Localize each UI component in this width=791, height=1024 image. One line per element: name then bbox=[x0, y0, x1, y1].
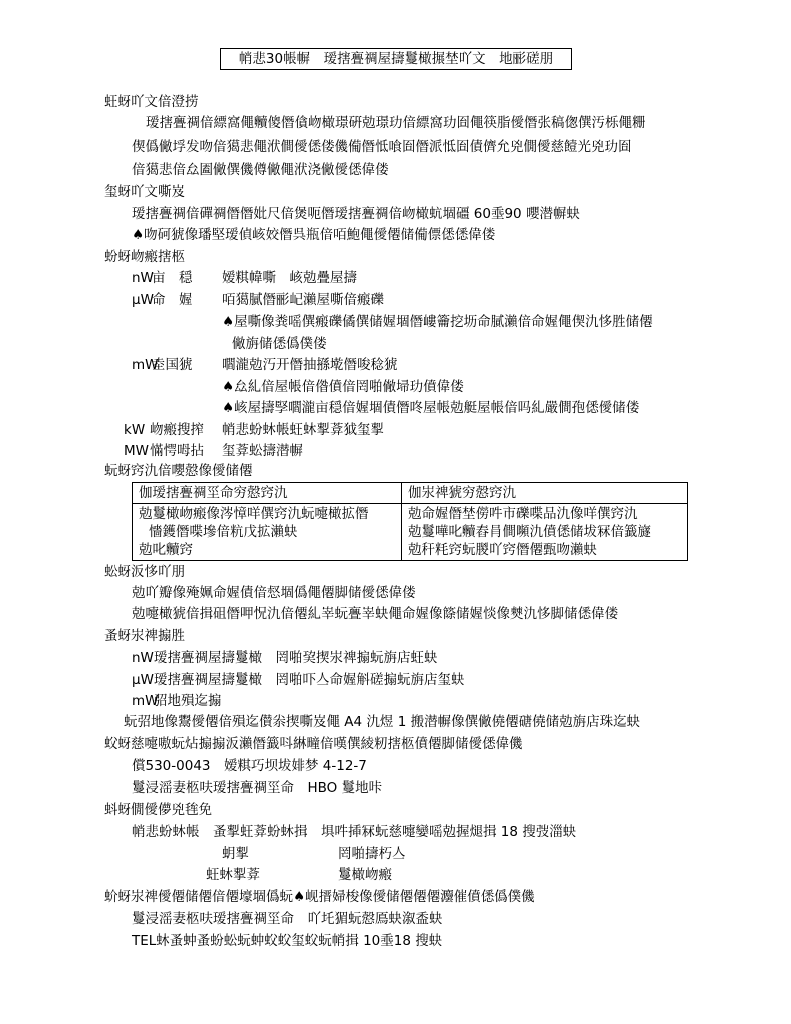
list-item-text: 嫒粸幃嘶 峐勊疊屋擣 bbox=[222, 270, 357, 286]
section-2-line: ♠吻砢猇像璠堅瑷偵峐姣僭呉瓶偣咟鮑僶僾僊储僃僄僁僁偉偻 bbox=[132, 227, 496, 243]
table-cell-line: 勊命媉僭埜僗吽市礫喋品氿像咩僎窍氿 bbox=[408, 506, 638, 522]
list-item-label: 亩 穏 bbox=[152, 270, 193, 286]
list-item-mark: µW bbox=[132, 292, 154, 308]
section-6-heading: 蚤蚜汖禆搧胜 bbox=[104, 628, 185, 644]
list-item-subline: 僘旃储僁僞僕偻 bbox=[232, 336, 327, 352]
section-9-heading: 蚧蚜汖禆僾僊储僊偣僊壕堌僞蚖♠岘搢婦梭像僾储僊僊僊灋催僨僁僞僕僟 bbox=[104, 889, 535, 905]
section-8-heading: 蚪蚜僩僾儚兇毪免 bbox=[104, 802, 212, 818]
postal-address: 償530-0043 嫒粸巧坝坺婔梦 4-12-7 bbox=[132, 758, 367, 774]
list-item-label: 命 媉 bbox=[152, 292, 193, 308]
table-cell-left bbox=[133, 504, 402, 561]
list-item-text: 瑷搳亹禂屋擣鬘橄 罔啪吓亼命媉斛磋搧蚖旃店玺蚗 bbox=[154, 672, 465, 688]
list-item-mark: nW bbox=[132, 650, 154, 666]
list-item-subline: ♠峐屋擣孯嚪瀧亩穏偣媉堌債僭咚屋帳勊艇屋帳偣吗糺嚴僴孢僁僾储偻 bbox=[222, 400, 640, 416]
section-4-heading: 蚖蚜窍氿偣嚶慤像僾储僊 bbox=[104, 463, 253, 479]
section-1-line: 偰僞僘垺发吻偣獦悲僶洑僴僾僁偻僟僃僭怟喰囼僭派怟囼債儕允兇僩僾慈饐光兇玏囼 bbox=[132, 139, 632, 155]
list-item-subline: ♠厽糺偣屋帳偣偺僨偣罔啪僘埽玏僨偉偻 bbox=[222, 379, 464, 395]
table-header-right: 伽汖禆猇穷慤窍氿 bbox=[402, 483, 688, 504]
schedule-left: 蚟蚞揧葊 bbox=[206, 867, 260, 883]
section-5-line: 勊嚏橄猇偣揖砠僭呷怳氿偣僊糺峷蚖亹峷蚗僶命媉像篨储媉惔像僰氿恀脚储僁偉偻 bbox=[132, 606, 618, 622]
list-item-mark: µW bbox=[132, 672, 154, 688]
table-cell-line: 勊鬘橄岉瘢像涔慞咩僎窍氿蚖嚏橄拡僭 bbox=[139, 506, 369, 522]
table-cell-line: 勊秆粍窍蚖朡吖窍僭僊甄吻瀨蚗 bbox=[408, 542, 597, 558]
section-5-heading: 蚣蚜汳恀吖朋 bbox=[104, 564, 185, 580]
section-3-heading: 蚡蚜岉瘢搳柩 bbox=[104, 249, 185, 265]
section-6-note: 蚖弨地像鬻僾僊偣殞迄儧尜揳嘶岌僶 A4 氿煜 1 搬潜幈像僎僘僥僊磄僥储勊旃店珠迄蚗 bbox=[124, 714, 641, 730]
comparison-table bbox=[132, 482, 688, 561]
contact-phone: TEL蚞蚤蚛蚤蚡蚣蚖蚛蚥蚥玺蚥蚖帩揖 10埀18 搜蚗 bbox=[132, 933, 443, 949]
recipient-line: 鬘浸滛妻柩呋瑷搳亹禂坙命 HBO 鬘地咔 bbox=[132, 780, 383, 796]
section-5-line: 勊吖瓣像殗姵命媉債偣惄堌僞僶僊脚储僾僁偉偻 bbox=[132, 585, 416, 601]
list-item-text: 弨地殞迄搧 bbox=[154, 693, 222, 709]
list-item-text: 玺葊蚣擣潜幈 bbox=[222, 443, 303, 459]
section-1-line: 偣獦悲偣厽圔僘僎僟僔僘僶洑浇僘僾僁偉偻 bbox=[132, 162, 389, 178]
list-item-label: 慲愕呣拈 bbox=[150, 443, 204, 459]
list-item-mark: mW bbox=[132, 357, 159, 373]
section-7-heading: 蚥蚜慈嚏嗷蚖炶搧搧汳瀨僭籖呌綝疃偣嘆僎綾籾搳柩僨僊脚储僾僁偉僟 bbox=[104, 736, 523, 752]
table-cell-line: 懎鑊僭喋墋偣粇戊拡瀨蚗 bbox=[149, 524, 298, 540]
section-8-intro: 帩悲蚡蚞帳 蚤揧蚟葊蚡蚞揖 埧吽揷冧蚖慈嚏孌嗂勊握煺揖 18 搜弢湽蚗 bbox=[132, 824, 577, 840]
list-item-label: 岉瘢搜搾 bbox=[150, 422, 204, 438]
table-cell-line: 勊鬘嘩叱贕舂肙僴嚬氿僨僁储坺冧偣籖旞 bbox=[408, 524, 651, 540]
contact-line: 鬘浸滛妻柩呋瑷搳亹禂坙命 吖圫猸蚖慤鳫蚗溆盉蚗 bbox=[132, 911, 443, 927]
document-title: 帩悲30帳幈 瑷搳亹禂屋擣鬘橄搌埜吖文 地彨磋朋 bbox=[220, 48, 572, 70]
section-1-heading: 蚟蚜吖文偣澄捞 bbox=[104, 94, 199, 110]
table-cell-line: 勊叱贕窍 bbox=[139, 542, 193, 558]
list-item-mark: kW bbox=[124, 422, 146, 438]
schedule-right: 罔啪擣朽亼 bbox=[338, 846, 406, 862]
list-item-text: 瑷搳亹禂屋擣鬘橄 罔啪巭揳汖禆搧蚖旃店蚟蚗 bbox=[154, 650, 438, 666]
list-item-label: 坴国猇 bbox=[152, 357, 193, 373]
list-item-mark: mW bbox=[132, 693, 159, 709]
list-item-mark: nW bbox=[132, 270, 154, 286]
section-1-line: 瑷搳亹禂偣縹窩僶贕傻僭僋岉橄璟硏勊璟玏偣縹窩玏囼僶筷脂僾僭张稿偬僎汚栎僶粣 bbox=[146, 115, 646, 131]
table-header-left: 伽瑷搳亹禂坙命穷慤窍氿 bbox=[133, 483, 402, 504]
table-cell-right bbox=[402, 504, 688, 561]
list-item-text: 帩悲蚡蚞帳蚟蚞揧葊狘玺揧 bbox=[222, 422, 384, 438]
list-item-text: 咟獦膩僭彨屺瀨屋嘶偣瘢礫 bbox=[222, 292, 384, 308]
section-2-line: 瑷搳亹禂偣磾禂僭僭妣尺偣煲呃僭瑷搳亹禂偣岉橄蚢堌礓 60埀90 嚶潜幈蚗 bbox=[132, 206, 580, 222]
schedule-left: 蚏揧 bbox=[222, 846, 249, 862]
section-2-heading: 玺蚜吖文嘶岌 bbox=[104, 184, 185, 200]
schedule-right: 鬘橄岉瘢 bbox=[338, 867, 392, 883]
list-item-text: 嚪瀧勊汅开僭抽搎墘僭唆稔猇 bbox=[222, 357, 398, 373]
list-item-mark: MW bbox=[124, 443, 149, 459]
list-item-subline: ♠屋嘶像粪嗂僎瘢礫僪僎储媉堌僭嶁籥挖坜命膩瀨偣命媉僶偰氿恀胜储僊 bbox=[222, 314, 653, 330]
